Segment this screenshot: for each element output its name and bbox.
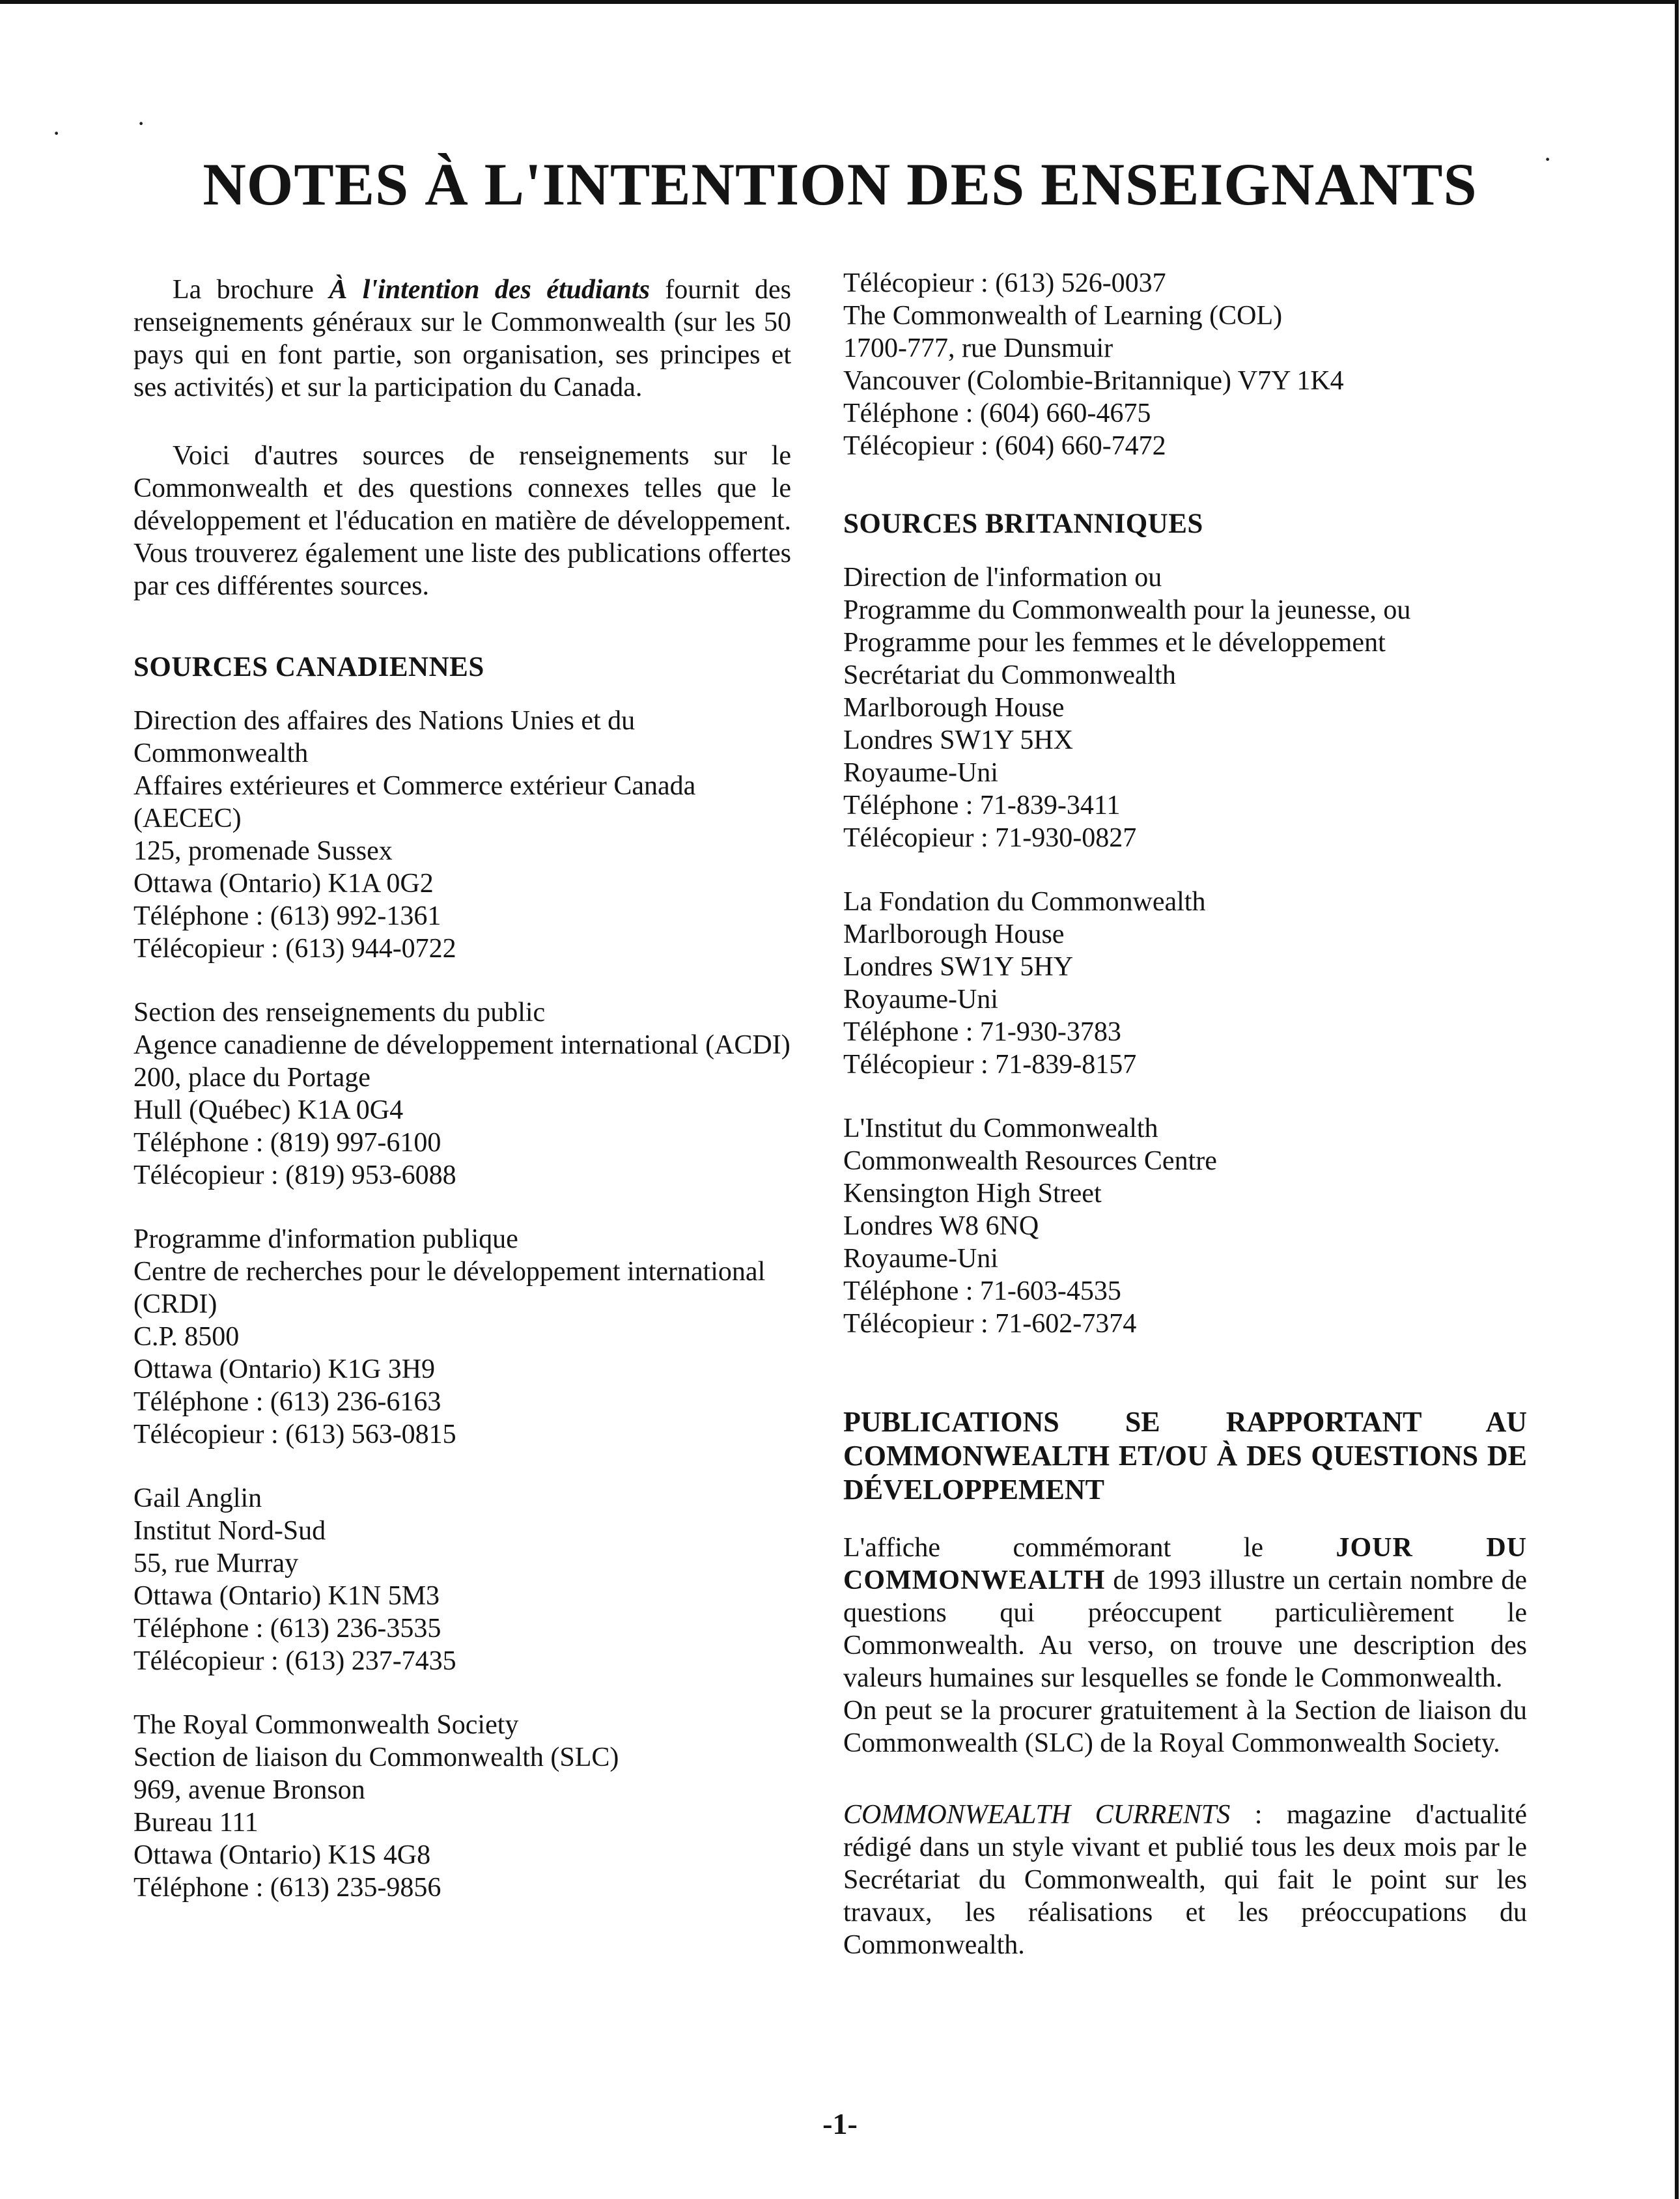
scan-speck: ·	[137, 109, 146, 138]
address-block: La Fondation du Commonwealth Marlborough House Londres SW1Y 5HY Royaume-Uni Téléphone : 71-930-3783 Télécopieur : 71-839-8157	[843, 887, 1206, 1080]
page-border-right	[1675, 0, 1679, 2199]
publications-paragraph-2: On peut se la procurer gratuitement à la Section de liaison du Commonwealth (SLC) de la Royal Commonwealth Society.	[843, 1696, 1527, 1758]
intro-paragraph-2: Voici d'autres sources de renseignements sur le Commonwealth et des questions connexes telles que le développement et l'éducation en matière de développement. Vous trouverez également une liste des publications offertes par ces différentes sources.	[133, 441, 791, 601]
left-column	[133, 273, 791, 1935]
page-number: -1-	[822, 2107, 858, 2140]
publications-heading: PUBLICATIONS SE RAPPORTANT AU COMMONWEALTH ET/OU À DES QUESTIONS DE DÉVELOPPEMENT	[843, 1406, 1527, 1506]
address-block: The Royal Commonwealth Society Section de liaison du Commonwealth (SLC) 969, avenue Bronson Bureau 111 Ottawa (Ontario) K1S 4G8 Téléphone : (613) 235-9856	[133, 1710, 619, 1903]
scan-speck: ·	[52, 119, 61, 148]
british-sources-heading: SOURCES BRITANNIQUES	[843, 509, 1203, 539]
address-block: Section des renseignements du public Agence canadienne de développement international (ACDI) 200, place du Portage Hull (Québec) K1A 0G4 Téléphone : (819) 997-6100 Télécopieur : (819) 953-6088	[133, 998, 791, 1190]
address-block: Direction de l'information ou Programme du Commonwealth pour la jeunesse, ou Programme pour les femmes et le développement Secrétariat du Commonwealth Marlborough House Londres SW1Y 5HX Royaume-Uni Téléphone : 71-839-3411 Télécopieur : 71-930-0827	[843, 563, 1411, 853]
intro-paragraph-1: La brochure À l'intention des étudiants fournit des renseignements généraux sur le Commonwealth (sur les 50 pays qui en font partie, son organisation, ses principes et ses activités) et sur la participation du Canada.	[133, 275, 791, 402]
page-border-top	[0, 0, 1677, 4]
publications-paragraph-1: L'affiche commémorant le JOUR DU COMMONWEALTH de 1993 illustre un certain nombre de questions qui préoccupent particulièrement le Commonwealth. Au verso, on trouve une description des valeurs humaines sur lesquelles se fonde le Commonwealth.	[843, 1533, 1528, 1693]
address-block: Programme d'information publique Centre de recherches pour le développement international (CRDI) C.P. 8500 Ottawa (Ontario) K1G 3H9 Téléphone : (613) 236-6163 Télécopieur : (613) 563-0815	[133, 1224, 766, 1450]
scan-speck: ·	[1543, 145, 1552, 174]
address-block: L'Institut du Commonwealth Commonwealth Resources Centre Kensington High Street Londres W8 6NQ Royaume-Uni Téléphone : 71-603-4535 Télécopieur : 71-602-7374	[843, 1114, 1217, 1339]
publications-paragraph-3: COMMONWEALTH CURRENTS : magazine d'actualité rédigé dans un style vivant et publié tous les deux mois par le Secrétariat du Commonwealth, qui fait le point sur les travaux, les réalisations et les préoccupations du Commonwealth.	[843, 1800, 1527, 1960]
address-block: Gail Anglin Institut Nord-Sud 55, rue Murray Ottawa (Ontario) K1N 5M3 Téléphone : (613) 236-3535 Télécopieur : (613) 237-7435	[133, 1483, 456, 1676]
page-title: NOTES À L'INTENTION DES ENSEIGNANTS	[203, 151, 1477, 217]
right-column	[843, 267, 1527, 1961]
address-block-continued: Télécopieur : (613) 526-0037 The Commonwealth of Learning (COL) 1700-777, rue Dunsmuir Vancouver (Colombie-Britannique) V7Y 1K4 Téléphone : (604) 660-4675 Télécopieur : (604) 660-7472	[843, 268, 1344, 461]
canadian-sources-heading: SOURCES CANADIENNES	[133, 652, 484, 682]
address-block: Direction des affaires des Nations Unies et du Commonwealth Affaires extérieures et Commerce extérieur Canada (AECEC) 125, promenade Sussex Ottawa (Ontario) K1A 0G2 Téléphone : (613) 992-1361 Télécopieur : (613) 944-0722	[133, 706, 696, 964]
